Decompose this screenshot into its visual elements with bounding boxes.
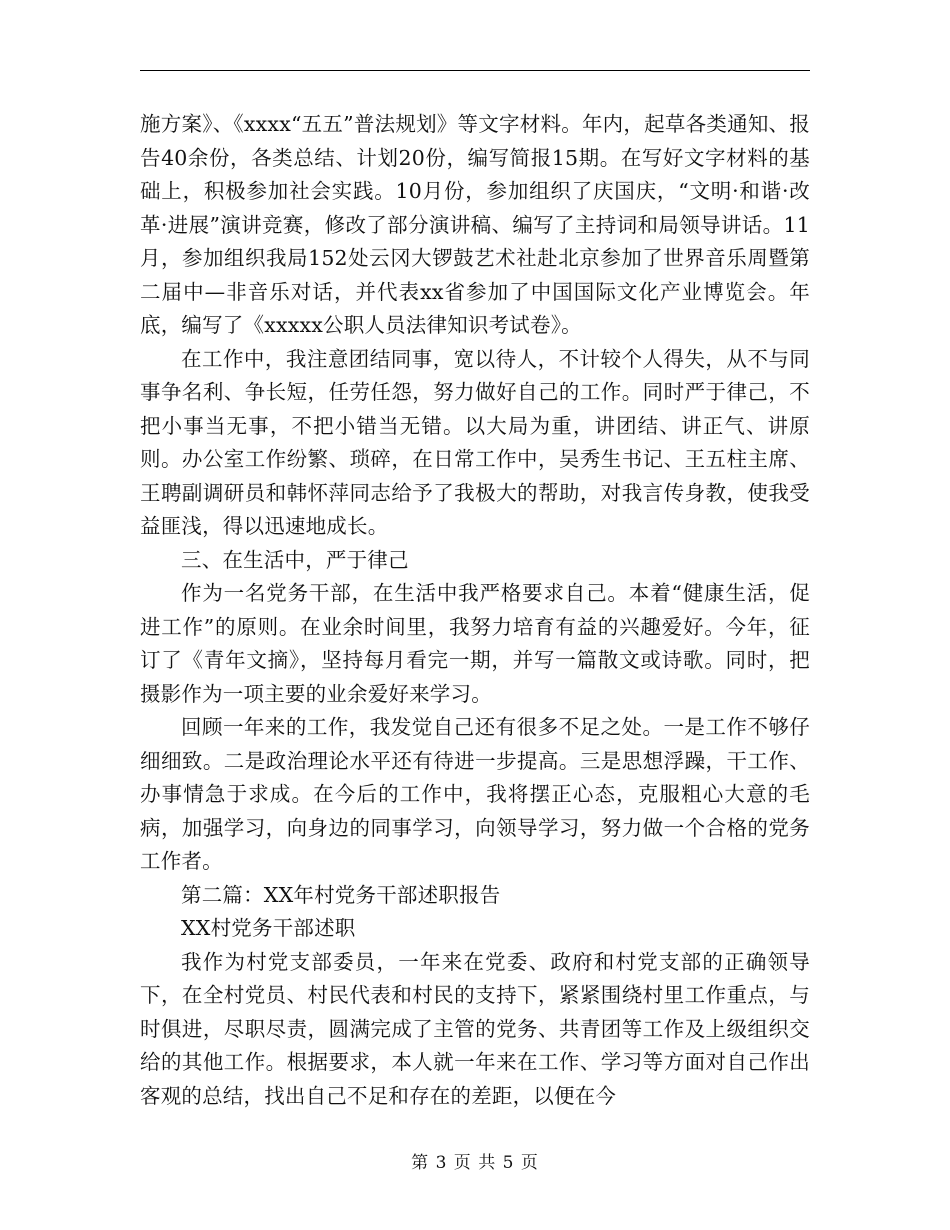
section-heading: 三、在生活中，严于律己 <box>181 547 409 572</box>
subtitle: XX村党务干部述职 <box>181 916 356 940</box>
paragraph: 回顾一年来的工作，我发觉自己还有很多不足之处。一是工作不够仔细细致。二是政治理论水平还有待进一步提高。三是思想浮躁，干工作、办事情急于求成。在今后的工作中，我将摆正心态，克服粗心大意的毛病，加强学习，向身边的同事学习，向领导学习，努力做一个合格的党务工作者。 <box>140 715 810 873</box>
page-footer: 第 3 页 共 5 页 <box>411 1153 539 1173</box>
document-body <box>140 108 810 1113</box>
chapter-heading: 第二篇：XX年村党务干部述职报告 <box>181 882 501 907</box>
paragraph: 我作为村党支部委员，一年来在党委、政府和村党支部的正确领导下，在全村党员、村民代表和村民的支持下，紧紧围绕村里工作重点，与时俱进，尽职尽责，圆满完成了主管的党务、共青团等工作及上级组织交给的其他工作。根据要求，本人就一年来在工作、学习等方面对自己作出客观的总结，找出自己不足和存在的差距，以便在今 <box>140 949 810 1108</box>
header-rule <box>140 70 810 71</box>
paragraph: 作为一名党务干部，在生活中我严格要求自己。本着“健康生活，促进工作”的原则。在业余时间里，我努力培育有益的兴趣爱好。今年，征订了《青年文摘》，坚持每月看完一期，并写一篇散文或诗歌。同时，把摄影作为一项主要的业余爱好来学习。 <box>140 581 810 706</box>
paragraph: 施方案》、《xxxx“五五”普法规划》等文字材料。年内，起草各类通知、报告40余份，各类总结、计划20份，编写简报15期。在写好文字材料的基础上，积极参加社会实践。10月份，参加组织了庆国庆，“文明·和谐·改革·进展”演讲竞赛，修改了部分演讲稿、编写了主持词和局领导讲话。11月，参加组织我局152处云冈大锣鼓艺术社赴北京参加了世界音乐周暨第二届中—非音乐对话，并代表xx省参加了中国国际文化产业博览会。年底，编写了《xxxxx公职人员法律知识考试卷》。 <box>140 112 810 337</box>
paragraph: 在工作中，我注意团结同事，宽以待人，不计较个人得失，从不与同事争名利、争长短，任劳任怨，努力做好自己的工作。同时严于律己，不把小事当无事，不把小错当无错。以大局为重，讲团结、讲正气、讲原则。办公室工作纷繁、琐碎，在日常工作中，吴秀生书记、王五柱主席、王聘副调研员和韩怀萍同志给予了我极大的帮助，对我言传身教，使我受益匪浅，得以迅速地成长。 <box>140 346 810 538</box>
